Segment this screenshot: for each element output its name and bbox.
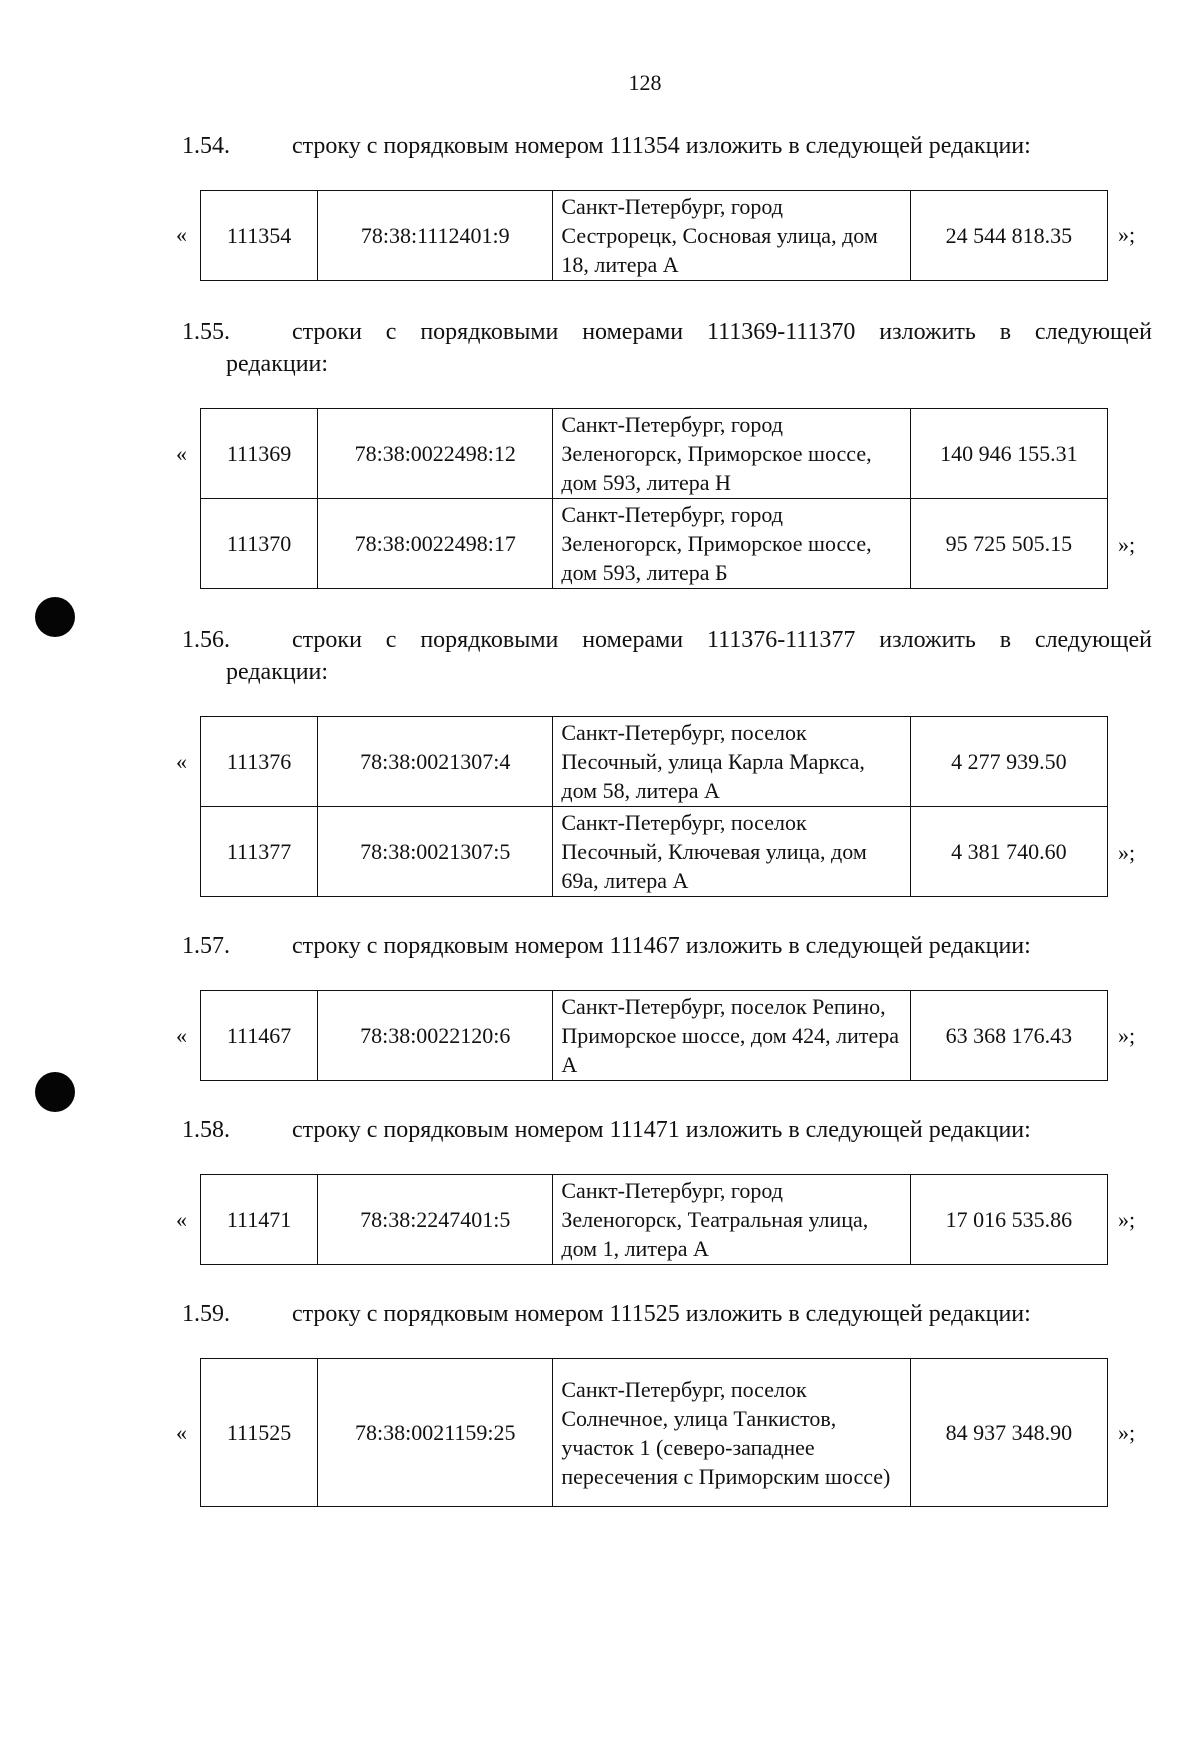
row-number: 111369 [201, 409, 318, 499]
cadastral-number: 78:38:2247401:5 [318, 1175, 553, 1265]
item-number: 1.59. [182, 1301, 230, 1327]
item-text: строку с порядковым номером 111525 изложить в следующей редакции: [292, 1301, 1031, 1327]
address: Санкт-Петербург, город Зеленогорск, Приморское шоссе, дом 593, литера Б [553, 499, 910, 589]
quote-open: « [176, 222, 187, 247]
row-table-1-57 [200, 990, 1108, 1081]
cadastral-number: 78:38:0021307:5 [318, 807, 553, 897]
quote-open: « [176, 1023, 187, 1048]
quote-close: »; [1118, 1420, 1136, 1445]
table-row [201, 1359, 1108, 1507]
address: Санкт-Петербург, поселок Солнечное, улица Танкистов, участок 1 (северо-западнее пересечения с Приморским шоссе) [553, 1359, 910, 1507]
row-number: 111525 [201, 1359, 318, 1507]
cadastral-value: 24 544 818.35 [910, 191, 1107, 281]
quote-open: « [176, 441, 187, 466]
row-number: 111377 [201, 807, 318, 897]
item-text: строки с порядковыми номерами 111369-111370 изложить в следующей [292, 319, 1152, 345]
section-1-57 [182, 930, 1152, 962]
item-number: 1.58. [182, 1117, 230, 1143]
address: Санкт-Петербург, поселок Песочный, улица Карла Маркса, дом 58, литера А [553, 717, 910, 807]
section-1-58 [182, 1114, 1152, 1146]
quote-close: »; [1118, 1207, 1136, 1232]
cadastral-value: 4 277 939.50 [910, 717, 1107, 807]
item-text-continued: редакции: [226, 659, 329, 685]
row-number: 111370 [201, 499, 318, 589]
table-row [201, 191, 1108, 281]
punch-hole-bottom [35, 1072, 75, 1112]
item-text: строку с порядковым номером 111471 изложить в следующей редакции: [292, 1117, 1031, 1143]
item-text: строки с порядковыми номерами 111376-111377 изложить в следующей [292, 627, 1152, 653]
address: Санкт-Петербург, город Зеленогорск, Театральная улица, дом 1, литера А [553, 1175, 910, 1265]
cadastral-value: 63 368 176.43 [910, 991, 1107, 1081]
item-number: 1.54. [182, 133, 230, 159]
quote-close: »; [1118, 840, 1136, 865]
address: Санкт-Петербург, поселок Репино, Приморское шоссе, дом 424, литера А [553, 991, 910, 1081]
row-table-1-54 [200, 190, 1108, 281]
item-text-continued: редакции: [226, 351, 329, 377]
table-row [201, 717, 1108, 807]
quote-open: « [176, 1207, 187, 1232]
address: Санкт-Петербург, город Зеленогорск, Приморское шоссе, дом 593, литера Н [553, 409, 910, 499]
cadastral-number: 78:38:0021307:4 [318, 717, 553, 807]
section-1-55 [182, 316, 1152, 380]
row-table-1-55 [200, 408, 1108, 589]
item-number: 1.55. [182, 319, 230, 345]
cadastral-number: 78:38:0021159:25 [318, 1359, 553, 1507]
quote-close: »; [1118, 532, 1136, 557]
section-1-59 [182, 1298, 1152, 1330]
table-row [201, 499, 1108, 589]
address: Санкт-Петербург, поселок Песочный, Ключевая улица, дом 69а, литера А [553, 807, 910, 897]
item-line [182, 130, 1152, 162]
quote-open: « [176, 1420, 187, 1445]
cadastral-value: 17 016 535.86 [910, 1175, 1107, 1265]
cadastral-value: 84 937 348.90 [910, 1359, 1107, 1507]
table-row [201, 807, 1108, 897]
item-text: строку с порядковым номером 111354 изложить в следующей редакции: [292, 133, 1031, 159]
cadastral-value: 95 725 505.15 [910, 499, 1107, 589]
quote-open: « [176, 749, 187, 774]
table-row [201, 1175, 1108, 1265]
row-table-1-56 [200, 716, 1108, 897]
item-line [182, 624, 1152, 656]
section-1-54 [182, 130, 1152, 162]
row-number: 111354 [201, 191, 318, 281]
cadastral-number: 78:38:0022120:6 [318, 991, 553, 1081]
cadastral-number: 78:38:1112401:9 [318, 191, 553, 281]
row-number: 111471 [201, 1175, 318, 1265]
item-number: 1.56. [182, 627, 230, 653]
cadastral-value: 140 946 155.31 [910, 409, 1107, 499]
row-number: 111376 [201, 717, 318, 807]
row-table-1-59 [200, 1358, 1108, 1507]
cadastral-number: 78:38:0022498:12 [318, 409, 553, 499]
item-line [182, 930, 1152, 962]
item-line [182, 316, 1152, 348]
item-number: 1.57. [182, 933, 230, 959]
table-row [201, 409, 1108, 499]
address: Санкт-Петербург, город Сестрорецк, Сосновая улица, дом 18, литера А [553, 191, 910, 281]
item-line [182, 1298, 1152, 1330]
punch-hole-top [35, 597, 75, 637]
cadastral-value: 4 381 740.60 [910, 807, 1107, 897]
page-number: 128 [628, 70, 662, 95]
row-table-1-58 [200, 1174, 1108, 1265]
cadastral-number: 78:38:0022498:17 [318, 499, 553, 589]
quote-close: »; [1118, 1023, 1136, 1048]
item-line [182, 1114, 1152, 1146]
item-text: строку с порядковым номером 111467 изложить в следующей редакции: [292, 933, 1031, 959]
row-number: 111467 [201, 991, 318, 1081]
section-1-56 [182, 624, 1152, 688]
quote-close: »; [1118, 222, 1136, 247]
table-row [201, 991, 1108, 1081]
